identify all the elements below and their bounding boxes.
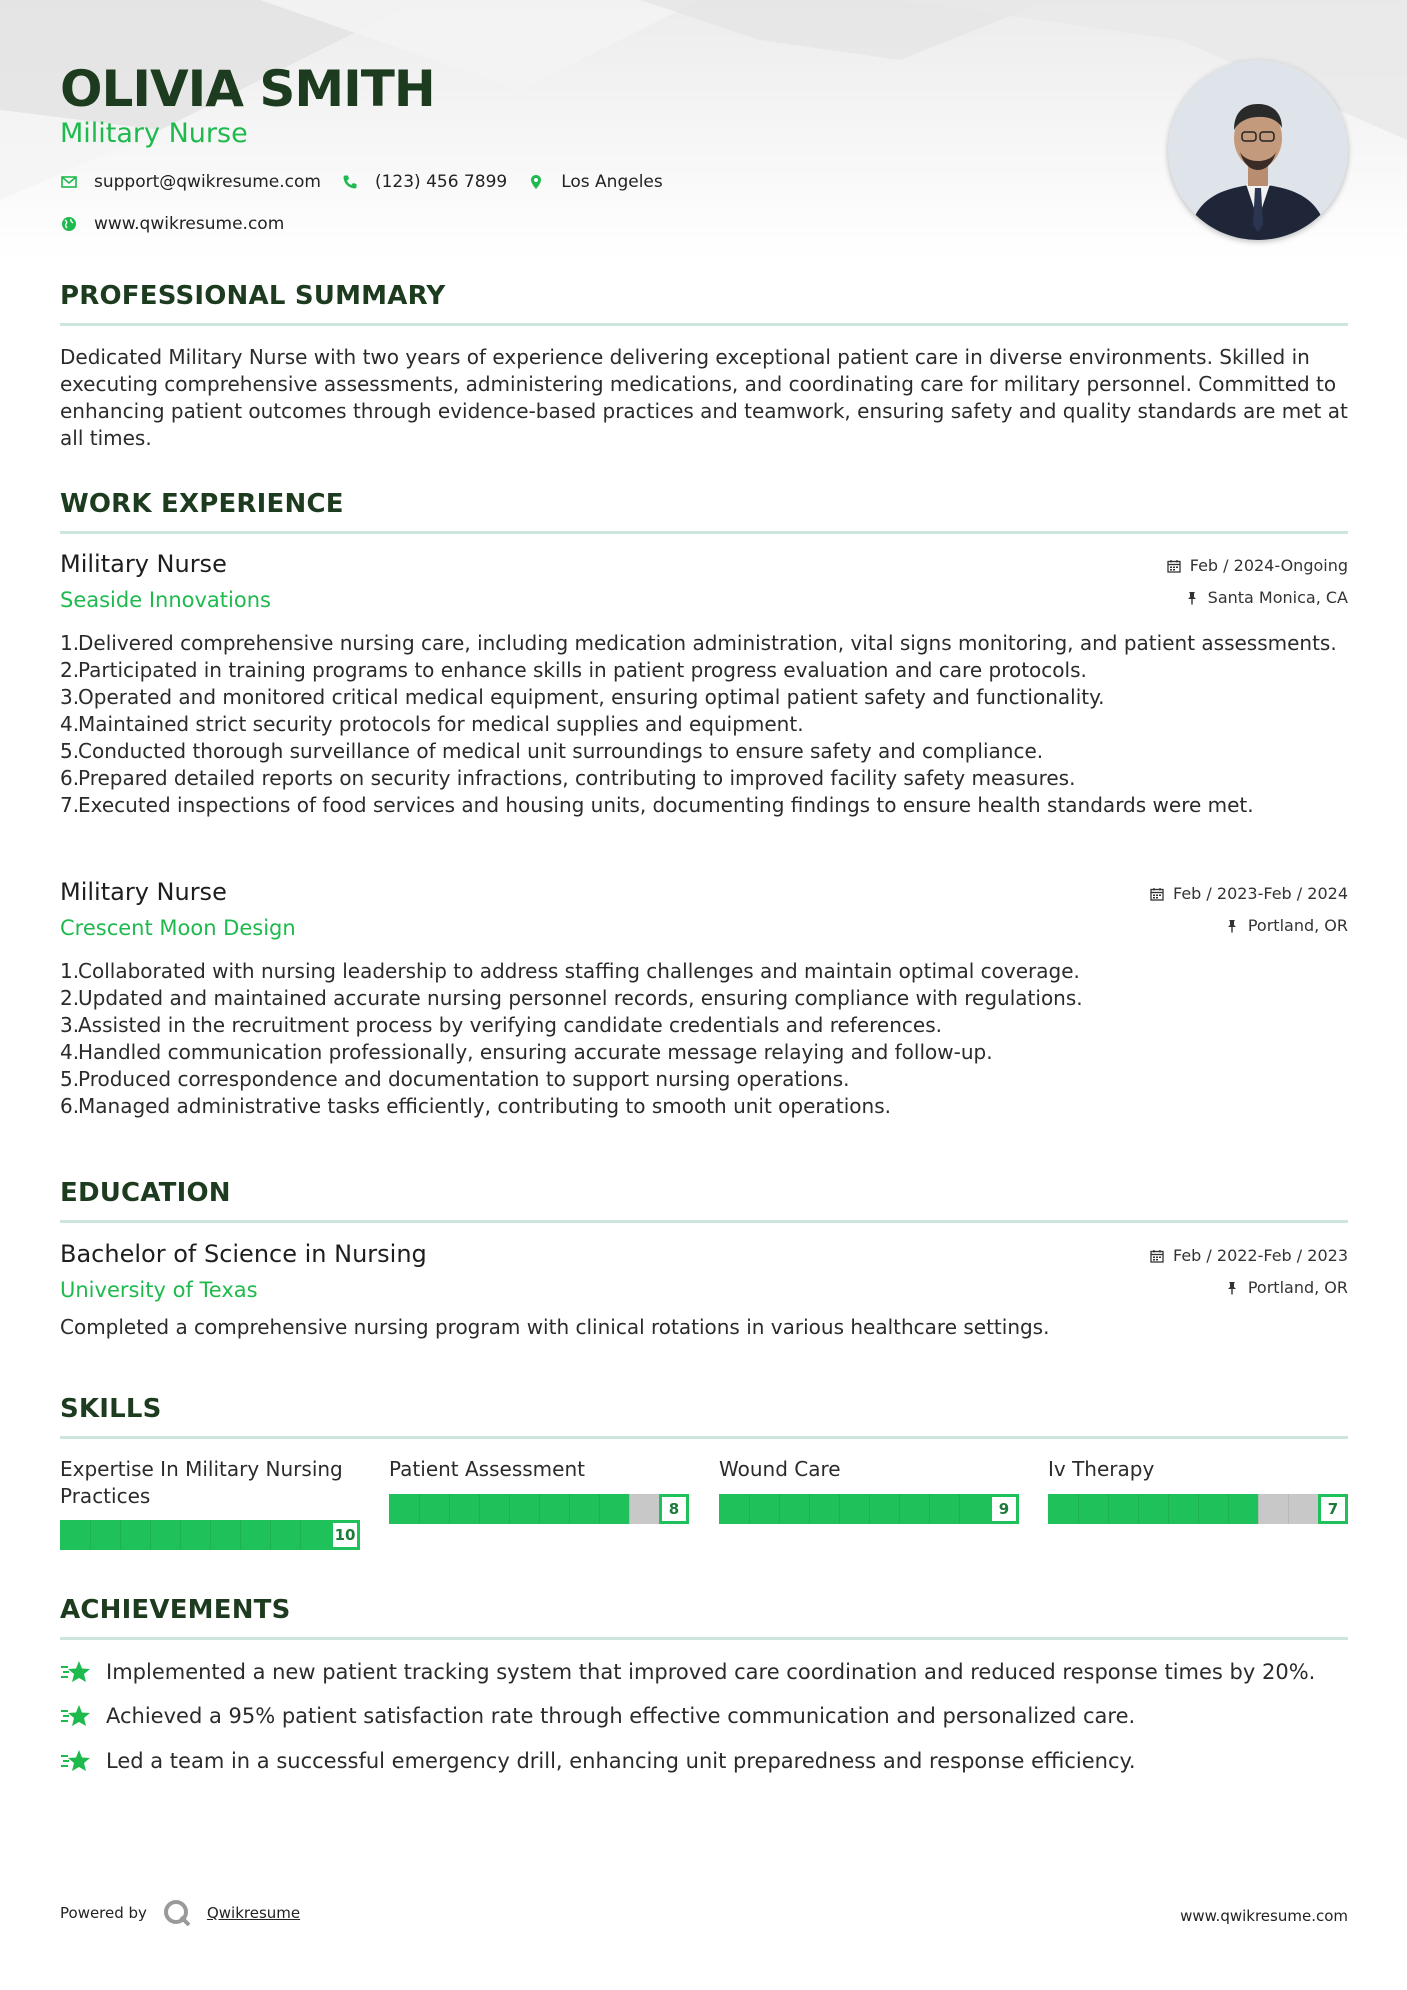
skill-item [719,1456,1019,1518]
calendar-icon [1167,559,1181,573]
skill-bar-segment [180,1520,181,1550]
achievement-item [60,1703,1348,1729]
section-divider [60,531,1348,534]
job-entry [60,878,1348,1138]
star-award-icon [60,1703,92,1729]
education-location-text: Portland, OR [1247,1278,1348,1297]
list-item: 3. Operated and monitored critical medical equipment, ensuring optimal patient safety and functionality. [60,685,1105,709]
achievements-heading: ACHIEVEMENTS [60,1595,291,1625]
skill-item [389,1456,689,1518]
list-item: 2. Updated and maintained accurate nursing personnel records, ensuring compliance with regulations. [60,986,1083,1010]
powered-by-label: Powered by [60,1904,147,1922]
skill-bar-fill [1048,1494,1258,1524]
skill-bar-segment [1198,1494,1199,1524]
pushpin-icon [1185,591,1199,605]
candidate-name: OLIVIA SMITH [60,60,435,118]
skill-bar-segment [869,1494,870,1524]
achievement-item [60,1659,1348,1685]
achievement-text: Achieved a 95% patient satisfaction rate through effective communication and personalized care. [106,1704,1136,1728]
job-location [1225,916,1348,935]
education-description: Completed a comprehensive nursing program with clinical rotations in various healthcare settings. [60,1315,1050,1339]
skills-section [60,1394,1348,1439]
education-entry [60,1240,1348,1350]
website-item[interactable] [60,214,284,234]
education-heading: EDUCATION [60,1178,231,1208]
list-item: 1. Delivered comprehensive nursing care, including medication administration, vital signs monitoring, and patient assessments. [60,631,1337,655]
website-text: www.qwikresume.com [94,214,285,234]
skill-bar-segment [959,1494,960,1524]
job-bullets [60,630,1348,819]
globe-icon [60,215,78,233]
calendar-icon [1150,1249,1164,1263]
list-item: 6. Prepared detailed reports on security infractions, contributing to improved facility safety measures. [60,766,1076,790]
contact-row [60,172,683,192]
pushpin-icon [1225,1281,1239,1295]
location-text: Los Angeles [561,172,663,192]
section-divider [60,323,1348,326]
footer-website[interactable]: www.qwikresume.com [1180,1907,1348,1925]
skill-bar-segment [929,1494,930,1524]
skill-bar-segment [150,1520,151,1550]
list-item: 4. Handled communication professionally, ensuring accurate message relaying and follow-up. [60,1040,993,1064]
achievements-section [60,1595,1348,1640]
calendar-icon [1150,887,1164,901]
job-date [1167,556,1348,575]
job-date-text: Feb / 2023-Feb / 2024 [1173,884,1348,903]
skill-bar-segment [899,1494,900,1524]
skill-level: 8 [659,1494,689,1524]
education-location [1225,1278,1348,1297]
section-divider [60,1436,1348,1439]
degree: Bachelor of Science in Nursing [60,1240,427,1268]
skill-item [1048,1456,1348,1518]
summary-section [60,281,1348,452]
school: University of Texas [60,1278,258,1302]
education-section [60,1178,1348,1223]
list-item: 2. Participated in training programs to enhance skills in patient progress evaluation and care protocols. [60,658,1087,682]
footer-powered-by [60,1897,300,1929]
skill-bar-segment [449,1494,450,1524]
skill-name: Patient Assessment [389,1457,585,1481]
pushpin-icon [1225,919,1239,933]
skill-bar-segment [1138,1494,1139,1524]
phone-icon [341,173,359,191]
email-item[interactable] [60,172,321,192]
skill-bar-segment [419,1494,420,1524]
skill-item [60,1456,360,1544]
skill-bar-segment [1078,1494,1079,1524]
skill-bar-segment [1108,1494,1109,1524]
list-item: 6. Managed administrative tasks efficiently, contributing to smooth unit operations. [60,1094,891,1118]
list-item: 5. Conducted thorough surveillance of medical unit surroundings to ensure safety and compliance. [60,739,1044,763]
profile-photo [1168,60,1348,240]
skill-bar-segment [90,1520,91,1550]
skill-bar-segment [210,1520,211,1550]
skill-bar-segment [779,1494,780,1524]
skill-bar [60,1520,360,1550]
job-location [1185,588,1348,607]
skill-bar-segment [1168,1494,1169,1524]
skill-bar-segment [629,1494,630,1524]
candidate-title: Military Nurse [60,118,248,149]
list-item: 1. Collaborated with nursing leadership to address staffing challenges and maintain optimal coverage. [60,959,1080,983]
job-title: Military Nurse [60,550,227,578]
achievement-text: Led a team in a successful emergency drill, enhancing unit preparedness and response efficiency. [106,1749,1136,1773]
map-pin-icon [527,173,545,191]
star-award-icon [60,1659,92,1685]
star-award-icon [60,1748,92,1774]
job-title: Military Nurse [60,878,227,906]
skill-name: Wound Care [719,1457,841,1481]
skill-bar [389,1494,689,1524]
experience-heading: WORK EXPERIENCE [60,489,344,519]
skill-bar-segment [809,1494,810,1524]
contact-row-web [60,214,304,234]
skill-bar-segment [1288,1494,1289,1524]
skill-bar-segment [270,1520,271,1550]
skill-bar-segment [599,1494,600,1524]
brand-link[interactable]: Qwikresume [206,1904,301,1922]
skill-bar-segment [509,1494,510,1524]
skill-bar-segment [539,1494,540,1524]
skill-bar-fill [719,1494,989,1524]
skill-bar-segment [1228,1494,1229,1524]
skill-level: 9 [989,1494,1019,1524]
skill-bar-segment [1258,1494,1259,1524]
skill-bar-segment [839,1494,840,1524]
education-date-text: Feb / 2022-Feb / 2023 [1173,1246,1348,1265]
job-company: Crescent Moon Design [60,916,296,940]
experience-section [60,489,1348,534]
email-text: support@qwikresume.com [94,172,321,192]
job-date-text: Feb / 2024-Ongoing [1189,556,1348,575]
skill-bar-segment [479,1494,480,1524]
job-location-text: Portland, OR [1247,916,1348,935]
skill-bar-segment [749,1494,750,1524]
skill-bar-segment [240,1520,241,1550]
skill-bar [1048,1494,1348,1524]
qwikresume-logo-icon [161,1897,193,1929]
skill-name: Iv Therapy [1048,1457,1155,1481]
summary-heading: PROFESSIONAL SUMMARY [60,281,446,311]
job-date [1150,884,1348,903]
section-divider [60,1637,1348,1640]
phone-item[interactable] [341,172,507,192]
list-item: 7. Executed inspections of food services and housing units, documenting findings to ensure health standards were met. [60,793,1254,817]
section-divider [60,1220,1348,1223]
job-bullets [60,958,1348,1120]
list-item: 3. Assisted in the recruitment process by verifying candidate credentials and references. [60,1013,942,1037]
skills-grid [60,1456,1348,1556]
skill-level: 7 [1318,1494,1348,1524]
envelope-icon [60,173,78,191]
job-location-text: Santa Monica, CA [1207,588,1348,607]
summary-text: Dedicated Military Nurse with two years of experience delivering exceptional patient care in diverse environments. Skilled in executing comprehensive assessments, administering medications, and coordinating care for military personnel. Committed to enhancing patient outcomes through evidence-based practices and teamwork, ensuring safety and quality standards are met at all times. [60,345,1348,450]
list-item: 5. Produced correspondence and documentation to support nursing operations. [60,1067,850,1091]
education-date [1150,1246,1348,1265]
list-item: 4. Maintained strict security protocols for medical supplies and equipment. [60,712,804,736]
job-company: Seaside Innovations [60,588,271,612]
achievement-item [60,1748,1348,1774]
location-item [527,172,663,192]
skills-heading: SKILLS [60,1394,162,1424]
achievement-text: Implemented a new patient tracking system that improved care coordination and reduced response times by 20%. [106,1660,1316,1684]
skill-name: Expertise In Military Nursing Practices [60,1457,343,1508]
skill-bar-segment [569,1494,570,1524]
phone-text: (123) 456 7899 [374,172,508,192]
job-entry [60,550,1348,850]
skill-bar-segment [120,1520,121,1550]
skill-level: 10 [330,1520,360,1550]
skill-bar-segment [300,1520,301,1550]
skill-bar [719,1494,1019,1524]
